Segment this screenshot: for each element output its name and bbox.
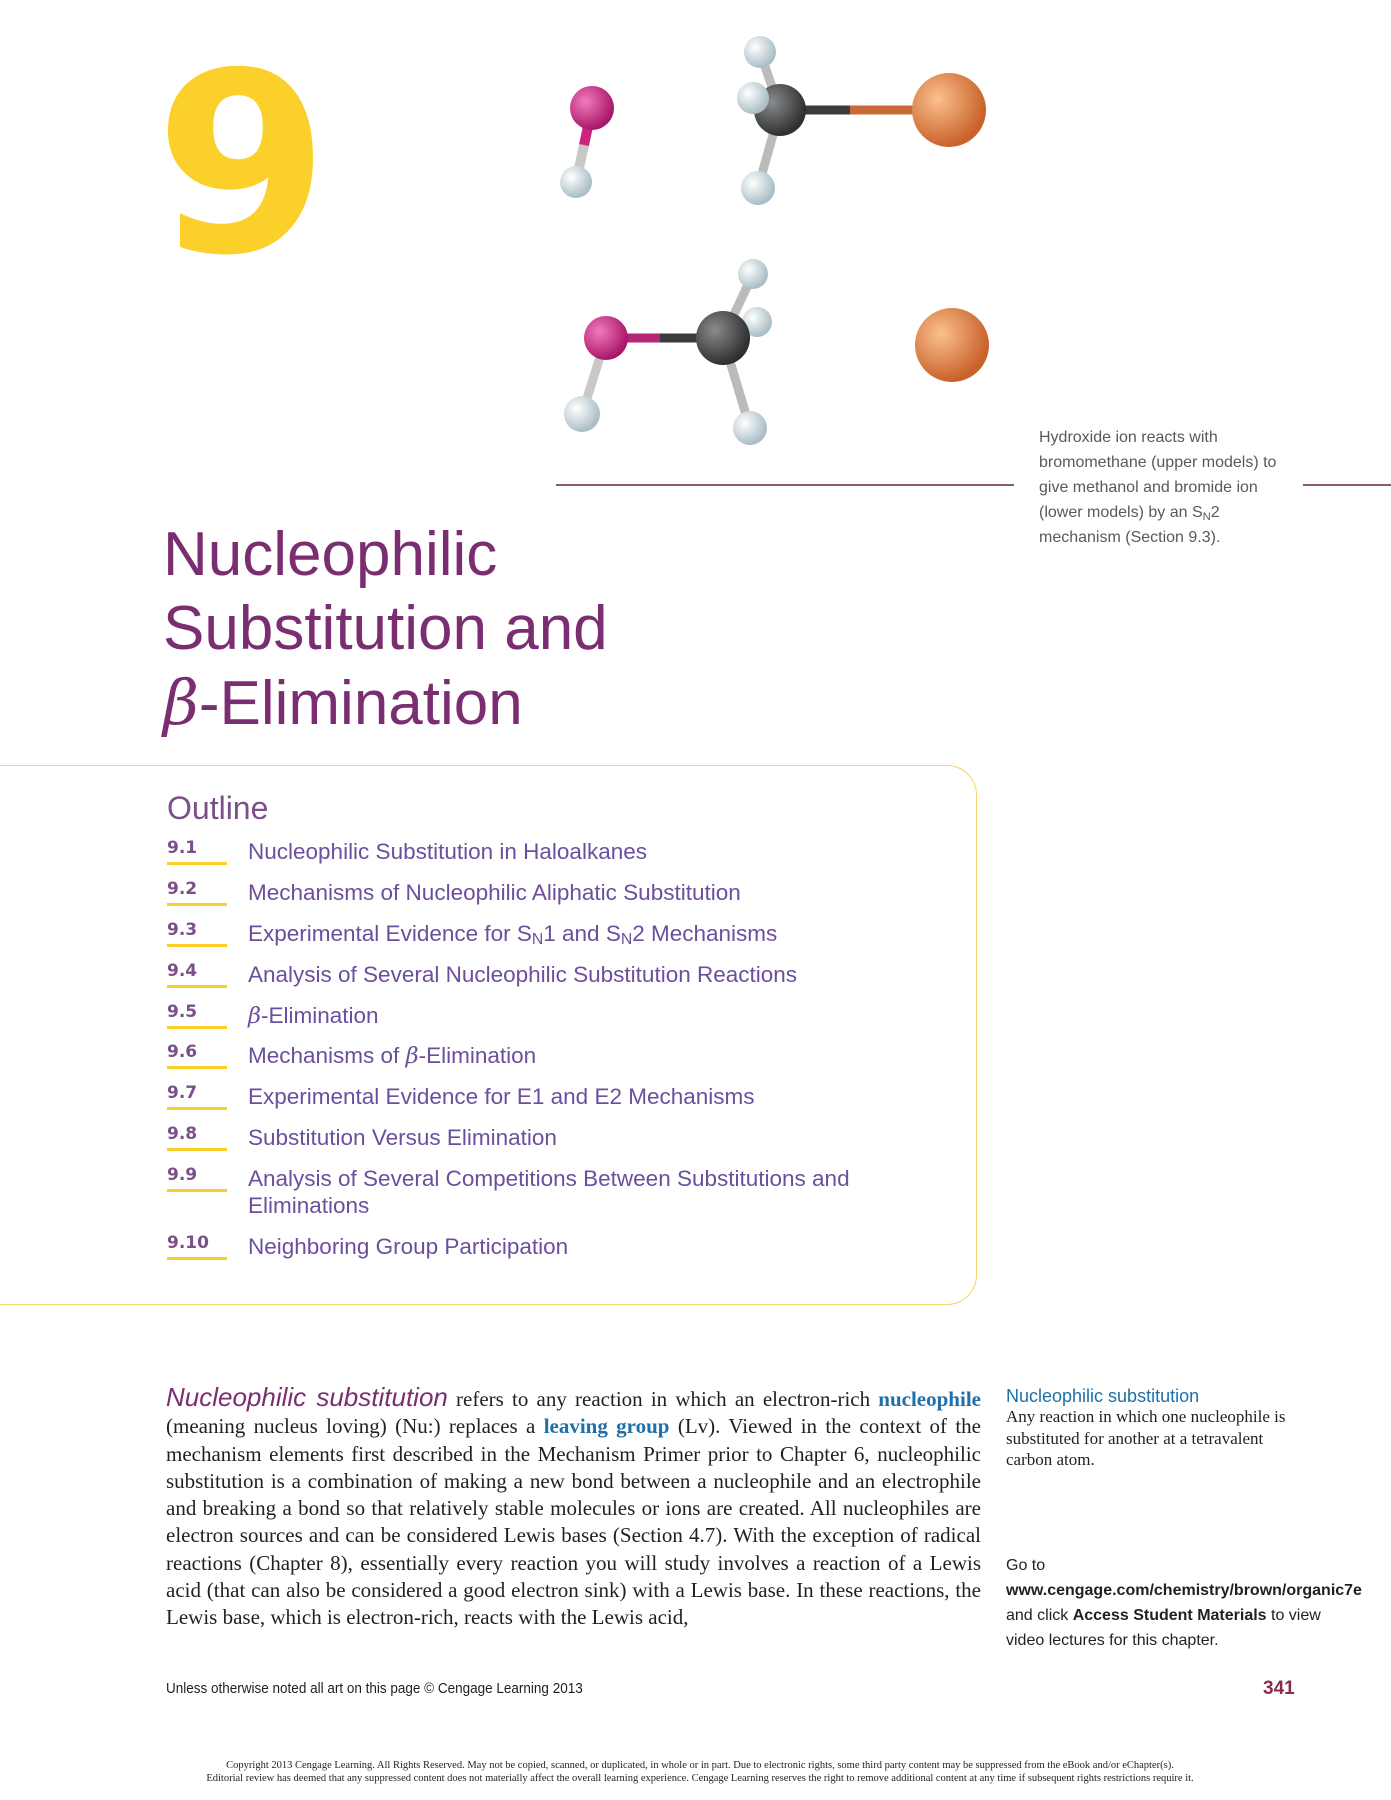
outline-number: 9.4	[167, 961, 227, 988]
outline-title: Experimental Evidence for E1 and E2 Mechanisms	[248, 1084, 755, 1109]
outline-number: 9.6	[167, 1042, 227, 1069]
outline-number: 9.8	[167, 1124, 227, 1151]
outline-number: 9.3	[167, 920, 227, 947]
margin-term: Nucleophilic substitution	[1006, 1386, 1200, 1406]
body-paragraph: Nucleophilic substitution refers to any reaction in which an electron-rich nucleophile (meaning nucleus loving) (Nu:) replaces a leaving group (Lv). Viewed in the context of the mechanism elements first described in the Mechanism Primer prior to Chapter 6, nucleophilic substitution is a combination of making a new bond between a nucleophile and an electrophile and breaking a bond so that relatively stable molecules or ions are created. All nucleophiles are electron sources and can be considered Lewis bases (Section 4.7). With the exception of radical reactions (Chapter 8), essentially every reaction you will study involves a reaction of a Lewis acid (that can also be considered a good electron sink) with a Lewis base. In these reactions, the Lewis base, which is electron-rich, reacts with the Lewis acid,	[166, 1382, 981, 1630]
outline-title: Mechanisms of β-Elimination	[248, 1043, 537, 1069]
copyright-notice: Copyright 2013 Cengage Learning. All Rights Reserved. May not be copied, scanned, or duplicated, in whole or in part. Due to electronic rights, some third party content may be suppressed from the eBook and/or eChapter(s). Editorial review has deemed that any suppressed content does not materially affect the overall learning experience. Cengage Learning reserves the right to remove additional content at any time if subsequent rights restrictions require it.	[206, 1760, 1194, 1784]
outline-title: β-Elimination	[248, 1003, 379, 1029]
outline-title: Analysis of Several Competitions Between Substitutions and Eliminations	[248, 1166, 850, 1218]
art-caption: Hydroxide ion reacts with bromomethane (upper models) to give methanol and bromide ion (lower models) by an $S_N2$ mechanism (Section 9.3).	[1039, 429, 1277, 546]
caption-rule-left	[556, 484, 1014, 486]
outline-number: 9.7	[167, 1083, 227, 1110]
hydroxide-ion-model	[560, 86, 614, 198]
outline-title: Neighboring Group Participation	[248, 1234, 569, 1259]
outline-heading: Outline	[167, 790, 269, 826]
outline-title: Nucleophilic Substitution in Haloalkanes	[248, 839, 647, 864]
art-credit: Unless otherwise noted all art on this page © Cengage Learning 2013	[166, 1680, 583, 1697]
outline-number: 9.2	[167, 879, 227, 906]
outline-number: 9.1	[167, 838, 227, 865]
caption-rule-right	[1303, 484, 1391, 486]
key-term-leaving-group: leaving group	[543, 1414, 670, 1439]
page-number: 341	[1263, 1678, 1295, 1699]
web-resource-note: Go to www.cengage.com/chemistry/brown/organic7e and click Access Student Materials to view video lectures for this chapter.	[1006, 1557, 1362, 1649]
bromomethane-model	[737, 36, 986, 205]
outline-number: 9.9	[167, 1165, 227, 1192]
margin-definition: Any reaction in which one nucleophile is substituted for another at a tetravalent carbon atom.	[1006, 1407, 1286, 1469]
outline-title: Mechanisms of Nucleophilic Aliphatic Substitution	[248, 880, 741, 905]
chapter-title: Nucleophilic Substitution and β-Elimination	[163, 520, 608, 739]
outline-number: 9.5	[167, 1002, 227, 1029]
chapter-number: 9	[155, 19, 321, 310]
outline-title: Substitution Versus Elimination	[248, 1125, 557, 1150]
molecule-models	[540, 10, 1010, 460]
outline-number: 9.10	[167, 1233, 227, 1260]
web-link[interactable]: www.cengage.com/chemistry/brown/organic7e	[1006, 1582, 1362, 1599]
outline-title: Experimental Evidence for $S_N1$ and $S_N2$ Mechanisms	[248, 921, 778, 948]
outline-title: Analysis of Several Nucleophilic Substitution Reactions	[248, 962, 798, 987]
key-term-nucleophile: nucleophile	[878, 1387, 981, 1411]
bromide-ion-model	[915, 308, 989, 382]
methanol-model	[564, 259, 772, 445]
